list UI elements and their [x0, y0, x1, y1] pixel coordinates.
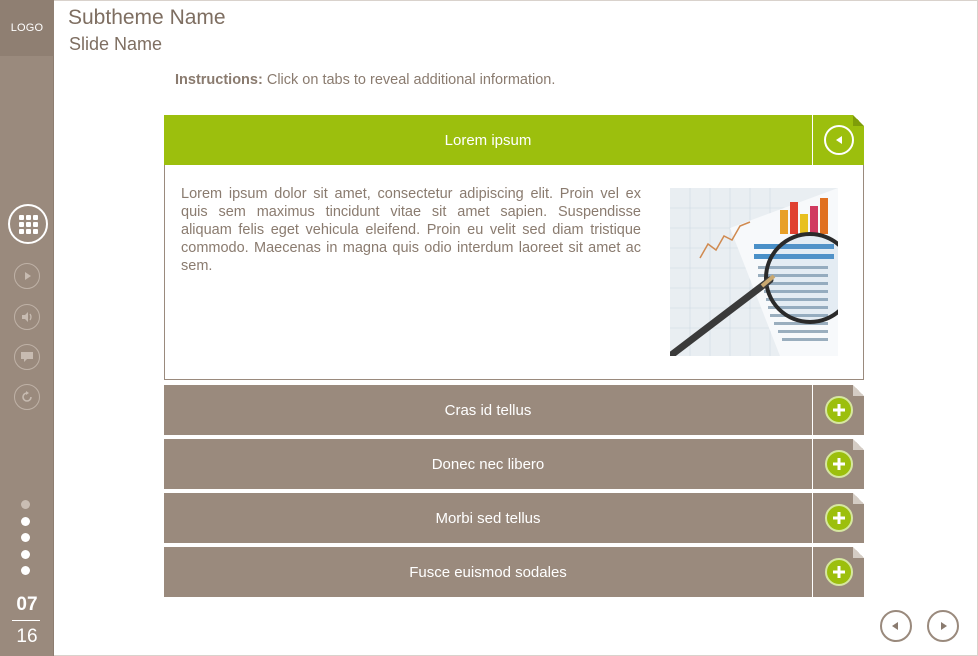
next-button[interactable] — [927, 610, 959, 642]
accordion-tab-label: Morbi sed tellus — [435, 509, 541, 527]
instructions-label: Instructions: — [175, 72, 263, 88]
replay-button[interactable] — [14, 384, 40, 410]
accordion-tab-morbi[interactable] — [164, 493, 812, 543]
plus-icon — [825, 450, 853, 478]
previous-icon — [890, 620, 902, 632]
accordion-tab-label: Donec nec libero — [431, 455, 545, 473]
page-fold — [853, 547, 864, 558]
volume-button[interactable] — [14, 304, 40, 330]
financial-report-photo — [670, 188, 838, 356]
expand-button[interactable] — [813, 493, 864, 543]
page-current: 07 — [16, 594, 38, 615]
grid-menu-icon — [19, 215, 38, 234]
accordion-tab-donec[interactable] — [164, 439, 812, 489]
subtheme-title: Subtheme Name — [68, 6, 226, 29]
plus-icon — [825, 558, 853, 586]
instructions — [175, 72, 555, 88]
replay-icon — [20, 390, 34, 404]
expand-button[interactable] — [813, 439, 864, 489]
next-icon — [937, 620, 949, 632]
captions-button[interactable] — [14, 344, 40, 370]
progress-dot — [21, 550, 30, 559]
instructions-text: Click on tabs to reveal additional information. — [262, 72, 556, 88]
accordion-tab-active[interactable] — [164, 115, 812, 165]
progress-dot — [21, 566, 30, 575]
page-divider — [12, 620, 40, 621]
accordion-tab-label: Lorem ipsum — [444, 131, 532, 149]
caption-icon — [20, 351, 34, 363]
page-fold — [853, 439, 864, 450]
accordion-panel-content — [164, 165, 864, 380]
expand-button[interactable] — [813, 547, 864, 597]
plus-icon — [825, 504, 853, 532]
previous-button[interactable] — [880, 610, 912, 642]
accordion-tab-fusce[interactable] — [164, 547, 812, 597]
expand-button[interactable] — [813, 385, 864, 435]
panel-body-text: Lorem ipsum dolor sit amet, consectetur adipiscing elit. Proin vel ex quis sem maximus tincidunt vitae sit amet sapien. Suspendisse aliquam felis eget vehicula eleifend. Proin eu velit sed diam tristique commodo. Maecenas in magna quis odio interdum laoreet sit amet ac sem. — [181, 186, 641, 274]
volume-icon — [20, 311, 34, 323]
page-fold — [853, 385, 864, 396]
plus-icon — [825, 396, 853, 424]
accordion-tab-label: Cras id tellus — [444, 401, 532, 419]
page-total: 16 — [16, 626, 38, 647]
page-fold — [853, 115, 864, 126]
progress-dot — [21, 517, 30, 526]
logo: LOGO — [0, 0, 54, 56]
progress-dot — [21, 500, 30, 509]
accordion-tab-label: Fusce euismod sodales — [409, 563, 567, 581]
accordion-tab-cras[interactable] — [164, 385, 812, 435]
play-icon — [21, 270, 33, 282]
play-button[interactable] — [14, 263, 40, 289]
progress-dots — [21, 500, 31, 583]
sidebar — [0, 0, 54, 656]
progress-dot — [21, 533, 30, 542]
collapse-button[interactable] — [813, 115, 864, 165]
menu-button[interactable] — [8, 204, 48, 244]
slide-title: Slide Name — [69, 34, 163, 54]
collapse-back-icon — [824, 125, 854, 155]
page-fold — [853, 493, 864, 504]
